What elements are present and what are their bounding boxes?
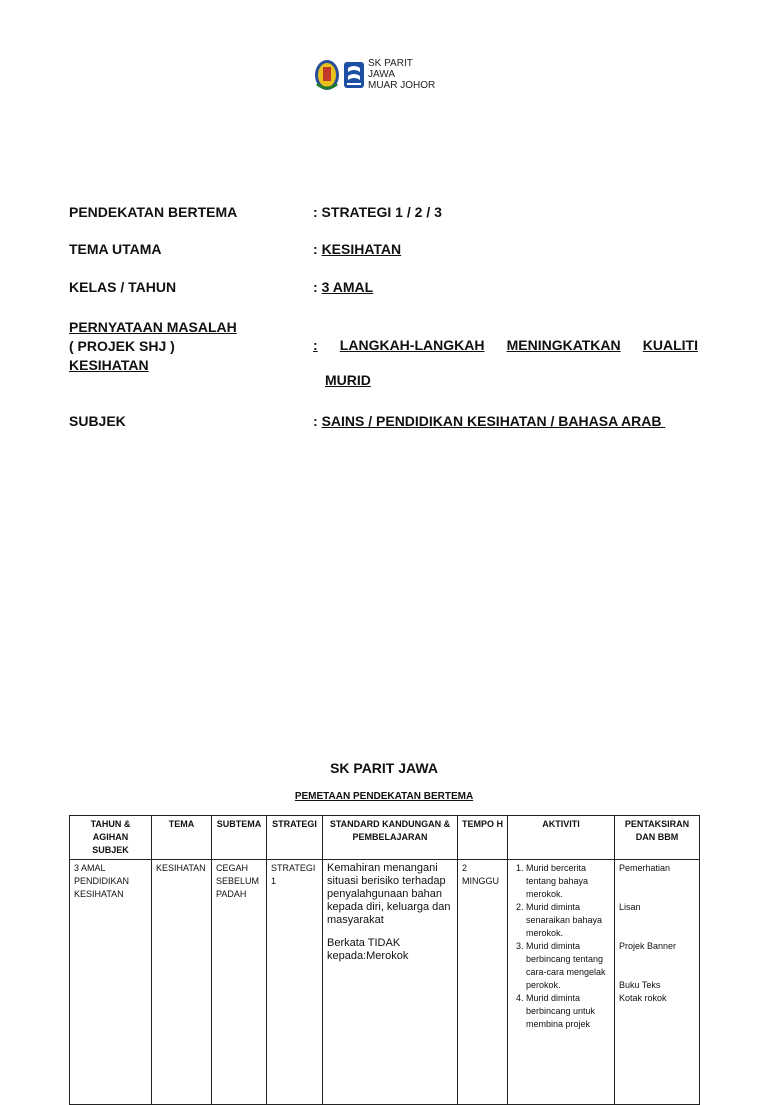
subjek-value: SAINS / PENDIDIKAN KESIHATAN / BAHASA ARAB	[321, 413, 666, 429]
standard-cell	[323, 860, 458, 1105]
school-header	[314, 58, 436, 92]
aktiviti-list	[512, 862, 610, 1031]
tema-prefix: :	[313, 241, 322, 257]
pentaksiran-item: Lisan	[619, 902, 641, 912]
pentaksiran-item: Buku Teks	[619, 980, 661, 990]
column-header: TAHUN & AGIHAN SUBJEK	[70, 816, 152, 860]
pendekatan-value: : STRATEGI 1 / 2 / 3	[313, 204, 442, 220]
list-item: 1. Murid bercerita tentang bahaya merokok.	[526, 862, 610, 901]
school-name-line: MUAR JOHOR	[368, 80, 436, 91]
list-item: 3. Murid diminta berbincang tentang cara-cara mengelak perokok.	[526, 940, 610, 992]
masalah-word: KUALITI	[642, 337, 698, 353]
masalah-label-line: PERNYATAAN MASALAH	[69, 319, 237, 335]
masalah-value-line2: MURID	[325, 372, 371, 388]
masalah-word: :	[313, 337, 318, 353]
pentaksiran-item: Pemerhatian	[619, 863, 671, 873]
column-header: TEMPO H	[458, 816, 508, 860]
aktiviti-cell	[508, 860, 615, 1105]
tahun-cell: 3 AMAL PENDIDIKAN KESIHATAN	[70, 860, 152, 1105]
school-name	[368, 58, 436, 92]
kelas-value: 3 AMAL	[321, 279, 374, 295]
column-header: TEMA	[152, 816, 212, 860]
masalah-word: LANGKAH-LANGKAH	[339, 337, 485, 353]
column-header: AKTIVITI	[508, 816, 615, 860]
pentaksiran-cell	[615, 860, 700, 1105]
pendekatan-label: PENDEKATAN BERTEMA	[69, 204, 238, 220]
subjek-prefix: :	[313, 413, 322, 429]
kelas-value-row	[313, 279, 373, 295]
section-subtitle: PEMETAAN PENDEKATAN BERTEMA	[294, 791, 474, 802]
subjek-value-row	[313, 413, 665, 429]
tema-cell: KESIHATAN	[152, 860, 212, 1105]
tema-label: TEMA UTAMA	[69, 241, 162, 257]
tema-value: KESIHATAN	[321, 241, 402, 257]
tema-value-row	[313, 241, 401, 257]
column-header: STRATEGI	[267, 816, 323, 860]
list-item: 4. Murid diminta berbincang untuk membina projek	[526, 992, 610, 1031]
standard-text: Kemahiran menangani situasi berisiko terhadap penyalahgunaan bahan kepada diri, keluarga dan masyarakat	[327, 862, 451, 926]
list-item: 2. Murid diminta senaraikan bahaya merokok.	[526, 901, 610, 940]
subjek-label: SUBJEK	[69, 413, 126, 429]
subtema-cell: CEGAH SEBELUM PADAH	[212, 860, 267, 1105]
mapping-table	[69, 815, 700, 1105]
masalah-label-line: ( PROJEK SHJ )	[69, 338, 175, 354]
pentaksiran-item: Projek Banner	[619, 941, 677, 951]
masalah-label	[69, 318, 237, 375]
masalah-label-line: KESIHATAN	[69, 357, 149, 373]
strategi-cell: STRATEGI 1	[267, 860, 323, 1105]
masalah-value-line	[313, 337, 698, 353]
kelas-prefix: :	[313, 279, 322, 295]
pentaksiran-item: Kotak rokok	[619, 993, 667, 1003]
table-header-row	[70, 816, 700, 860]
standard-text: Berkata TIDAK kepada:Merokok	[327, 937, 409, 962]
column-header: SUBTEMA	[212, 816, 267, 860]
school-name-line: JAWA	[368, 69, 396, 80]
kelas-label: KELAS / TAHUN	[69, 279, 177, 295]
masalah-word: MENINGKATKAN	[506, 337, 621, 353]
table-row	[70, 860, 700, 1105]
masalah-value	[313, 337, 698, 388]
school-badge-icon	[343, 58, 365, 92]
column-header: PENTAKSIRAN DAN BBM	[615, 816, 700, 860]
state-crest-icon	[314, 58, 340, 92]
school-name-line: SK PARIT	[368, 58, 413, 69]
section-title: SK PARIT JAWA	[330, 760, 438, 776]
column-header: STANDARD KANDUNGAN & PEMBELAJARAN	[323, 816, 458, 860]
tempoh-cell: 2 MINGGU	[458, 860, 508, 1105]
